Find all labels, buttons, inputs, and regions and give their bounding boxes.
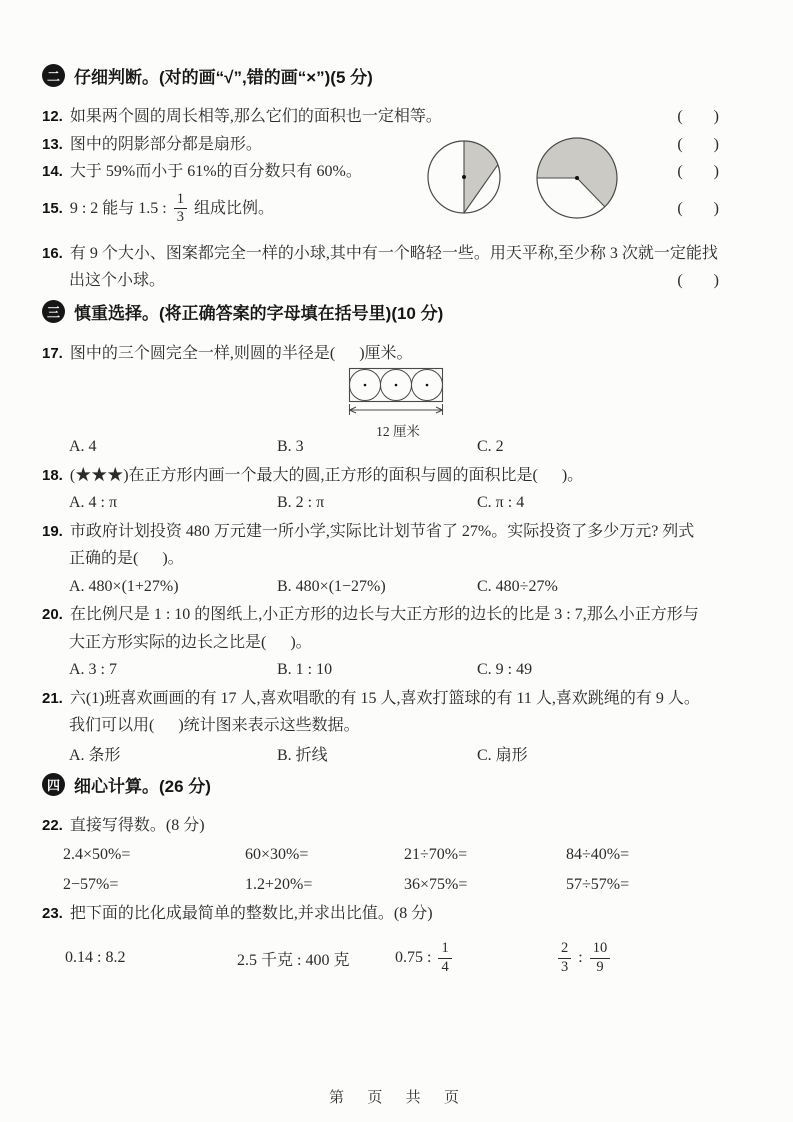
question-20-line1	[42, 601, 720, 629]
expression-84div40: 84÷40%=	[566, 845, 630, 863]
circle-left	[428, 141, 500, 213]
option-21-b: B. 折线	[277, 747, 328, 765]
question-16-text-line1: 有 9 个大小、图案都完全一样的小球,其中有一个略轻一些。用天平称,至少称 3 次就一定能找	[69, 244, 718, 262]
question-15-text-after: 组成比例。	[190, 199, 275, 217]
dimension-label: 12 厘米	[376, 424, 420, 439]
question-18-number: 18.	[42, 466, 63, 484]
question-17-options	[42, 433, 720, 462]
ratio-text: 0.14 : 8.2	[65, 949, 126, 966]
question-19-options	[42, 573, 720, 602]
question-22-row1	[42, 840, 720, 870]
expression-36x75: 36×75%=	[404, 875, 468, 893]
fraction-numerator: 1	[438, 940, 451, 958]
question-13-text: 图中的阴影部分都是扇形。	[69, 135, 262, 153]
question-20-text-line1: 在比例尺是 1 : 10 的图纸上,小正方形的边长与大正方形的边长的比是 3 : 7,那么小正方形与	[69, 606, 699, 623]
ratio-0.75-quarter	[395, 940, 555, 975]
fraction-one-third	[174, 191, 187, 226]
question-17-number: 17.	[42, 344, 63, 362]
option-17-c: C. 2	[477, 438, 504, 456]
question-15-text: 9 : 2 能与 1.5 :	[69, 199, 171, 217]
ratio-2.5kg-400g	[237, 947, 395, 970]
fraction-numerator: 2	[558, 940, 571, 958]
question-21-line1	[42, 685, 720, 713]
question-13-number: 13.	[42, 135, 63, 153]
question-14-answer-bracket: ( )	[677, 163, 720, 180]
option-17-b: B. 3	[277, 438, 304, 456]
fraction-denominator: 4	[441, 958, 449, 975]
question-21-options	[42, 740, 720, 769]
fraction-denominator: 3	[176, 209, 185, 225]
shaded-circles-diagram	[426, 136, 626, 222]
question-21-text-line1: 六(1)班喜欢画画的有 17 人,喜欢唱歌的有 15 人,喜欢打篮球的有 11 人,喜欢跳绳的有 9 人。	[69, 689, 700, 707]
fraction-numerator: 1	[174, 191, 187, 209]
ratio-0.14-8.2	[65, 949, 237, 967]
question-12-answer-bracket: ( )	[677, 108, 720, 125]
question-20-number: 20.	[42, 606, 63, 623]
question-22-text: 直接写得数。(8 分)	[69, 817, 205, 834]
question-12	[42, 103, 720, 131]
expression-57div57: 57÷57%=	[566, 875, 630, 893]
question-23-number: 23.	[42, 904, 63, 922]
center-dot-2	[395, 384, 398, 387]
fraction-numerator: 10	[590, 940, 611, 958]
question-19-text-line2: 正确的是( )。	[69, 550, 184, 567]
page-footer: 第 页 共 页	[328, 1089, 464, 1106]
section-choice-header	[42, 299, 720, 325]
question-23-expressions	[42, 929, 720, 987]
option-21-c: C. 扇形	[477, 747, 528, 765]
ratio-colon: :	[574, 949, 587, 966]
question-15-answer-bracket: ( )	[677, 199, 720, 217]
question-23	[42, 900, 720, 928]
fraction-denominator: 9	[596, 958, 604, 975]
expression-60x30: 60×30%=	[245, 845, 309, 863]
question-12-number: 12.	[42, 108, 63, 125]
question-13-answer-bracket: ( )	[677, 135, 720, 153]
question-21-line2	[42, 712, 720, 740]
ratio-text: 2.5 千克 : 400 克	[237, 951, 350, 969]
question-17	[42, 340, 720, 368]
question-16-text-line2: 出这个小球。	[69, 272, 166, 289]
option-18-a: A. 4 : π	[69, 494, 118, 512]
option-20-a: A. 3 : 7	[69, 661, 117, 679]
question-20-line2	[42, 629, 720, 657]
question-19-line1	[42, 518, 720, 546]
fraction-ten-ninths	[590, 940, 611, 975]
section-three-badge-icon: 三	[42, 300, 65, 323]
option-20-b: B. 1 : 10	[277, 661, 333, 679]
section-choice-title: 慎重选择。(将正确答案的字母填在括号里)(10 分)	[74, 304, 444, 323]
question-21-text-line2: 我们可以用( )统计图来表示这些数据。	[69, 717, 360, 734]
shaded-sector	[537, 138, 617, 207]
option-18-c: C. π : 4	[477, 494, 525, 512]
fraction-one-fourth	[438, 940, 451, 975]
question-18	[42, 462, 720, 490]
center-dot	[462, 175, 466, 179]
section-two-badge-icon: 二	[42, 64, 65, 87]
center-dot-3	[426, 384, 429, 387]
three-circles-diagram	[348, 367, 448, 439]
question-16-line2	[42, 267, 720, 295]
question-22-row2	[42, 870, 720, 900]
option-19-c: C. 480÷27%	[477, 577, 558, 595]
option-21-a: A. 条形	[69, 747, 121, 765]
question-20-text-line2: 大正方形实际的边长之比是( )。	[69, 633, 312, 651]
question-16-answer-bracket: ( )	[677, 272, 720, 289]
circle-right	[537, 138, 617, 218]
question-20-options	[42, 656, 720, 685]
question-15-number: 15.	[42, 199, 63, 217]
option-19-a: A. 480×(1+27%)	[69, 577, 179, 595]
section-calc-title: 细心计算。(26 分)	[74, 776, 211, 796]
expression-21div70: 21÷70%=	[404, 845, 468, 863]
ratio-text: 0.75 :	[395, 949, 436, 966]
center-dot	[575, 176, 579, 180]
expression-2.4x50: 2.4×50%=	[63, 845, 131, 863]
question-12-text: 如果两个圆的周长相等,那么它们的面积也一定相等。	[69, 108, 442, 125]
question-22	[42, 812, 720, 840]
question-19-line2	[42, 545, 720, 573]
section-calc-header	[42, 771, 720, 797]
question-19-number: 19.	[42, 522, 63, 540]
question-17-text: 图中的三个圆完全一样,则圆的半径是( )厘米。	[69, 344, 413, 362]
question-21-number: 21.	[42, 689, 63, 707]
center-dot-1	[364, 384, 367, 387]
option-19-b: B. 480×(1−27%)	[277, 577, 386, 595]
question-18-options	[42, 489, 720, 518]
section-judge-header	[42, 62, 720, 88]
question-16-number: 16.	[42, 244, 63, 262]
expression-2minus57: 2−57%=	[63, 875, 119, 893]
question-14-number: 14.	[42, 163, 63, 180]
option-17-a: A. 4	[69, 438, 97, 456]
question-16-line1	[42, 240, 720, 268]
expression-1.2plus20: 1.2+20%=	[245, 875, 313, 893]
question-23-text: 把下面的比化成最简单的整数比,并求出比值。(8 分)	[69, 904, 433, 922]
fraction-denominator: 3	[561, 958, 569, 975]
section-four-badge-icon: 四	[42, 773, 65, 796]
question-22-number: 22.	[42, 817, 63, 834]
section-judge-title: 仔细判断。(对的画“√”,错的画“×”)(5 分)	[74, 67, 373, 87]
question-14-text: 大于 59%而小于 61%的百分数只有 60%。	[69, 163, 362, 180]
three-circles-figure	[348, 367, 448, 417]
shaded-segment	[464, 141, 498, 213]
fraction-two-thirds	[558, 940, 571, 975]
ratio-two-thirds-ten-ninths	[555, 940, 613, 975]
question-18-text: (★★★)在正方形内画一个最大的圆,正方形的面积与圆的面积比是( )。	[69, 466, 584, 484]
question-19-text-line1: 市政府计划投资 480 万元建一所小学,实际比计划节省了 27%。实际投资了多少万元? 列式	[69, 522, 695, 540]
option-18-b: B. 2 : π	[277, 494, 325, 512]
option-20-c: C. 9 : 49	[477, 661, 533, 679]
